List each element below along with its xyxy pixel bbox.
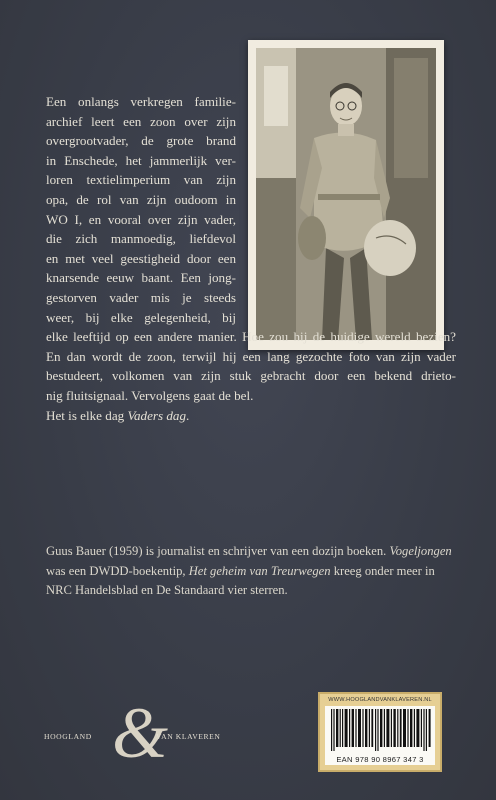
blurb-line: gestorven vader mis je steeds <box>46 289 236 305</box>
bio-text: was een DWDD-boekentip, <box>46 563 189 578</box>
bio-book-title: Het geheim van Treurwegen <box>188 563 331 578</box>
blurb-line: elke leeftijd op een andere manier. Hoe zou hij de huidige wereld bezien? <box>46 329 456 345</box>
blurb-line: in Enschede, het jammerlijk ver- <box>46 152 236 168</box>
publisher-logo <box>44 693 284 775</box>
bio-text: vier sterren. <box>224 583 288 598</box>
blurb-line: opa, de rol van zijn oudoom in <box>46 191 236 207</box>
blurb-line: overgrootvader, de grote brand <box>46 133 236 149</box>
bio-line <box>46 542 458 562</box>
back-cover-blurb <box>46 92 456 425</box>
bio-text: en <box>138 583 157 598</box>
blurb-line: knarsende eeuw baant. Een jong- <box>46 270 236 286</box>
publisher-url: WWW.HOOGLANDVANKLAVEREN.NL <box>328 697 432 703</box>
publisher-name-left: HOOGLAND <box>44 732 92 741</box>
closing-italic: Vaders dag <box>127 407 187 423</box>
blurb-line: bestudeert, volkomen van zijn stuk gebracht door een bekend drieto- <box>46 368 456 384</box>
bio-text: Guus Bauer (1959) is journalist en schrijver van een dozijn boeken. <box>46 544 390 558</box>
ean-number: EAN 978 90 8967 347 3 <box>336 755 424 764</box>
blurb-wide-column <box>46 327 456 425</box>
blurb-line: loren textielimperium van zijn <box>46 172 236 188</box>
blurb-closing <box>46 406 456 426</box>
barcode-icon <box>329 709 433 751</box>
publisher-ampersand: & <box>112 693 169 773</box>
barcode-label <box>318 692 442 772</box>
bio-text: De Standaard <box>156 583 225 598</box>
closing-suffix: . <box>186 407 190 423</box>
bio-book-title: Vogeljongen <box>389 544 452 558</box>
blurb-line: nig fluitsignaal. Vervolgens gaat de bel. <box>46 387 254 403</box>
blurb-line: Een onlangs verkregen familie- <box>46 94 236 109</box>
blurb-line: en met veel geestigheid door een <box>46 250 236 266</box>
bio-line <box>46 562 458 582</box>
publisher-name-right: VAN KLAVEREN <box>156 732 221 741</box>
blurb-line: weer, bij elke gelegenheid, bij <box>46 309 236 325</box>
closing-prefix: Het is elke dag <box>46 407 128 423</box>
blurb-line: En dan wordt de zoon, terwijl hij een lang gezochte foto van zijn vader <box>46 348 456 364</box>
blurb-line: WO I, en vooral over zijn vader, <box>46 211 236 227</box>
bio-line <box>46 581 458 601</box>
bio-text: NRC Handelsblad <box>46 583 138 598</box>
blurb-line: archief leert een zoon over zijn <box>46 113 236 129</box>
blurb-line: die zich manmoedig, liefdevol <box>46 231 236 247</box>
bio-text: kreeg onder meer in <box>330 563 435 578</box>
author-bio <box>46 542 458 601</box>
blurb-top-column <box>46 92 236 327</box>
